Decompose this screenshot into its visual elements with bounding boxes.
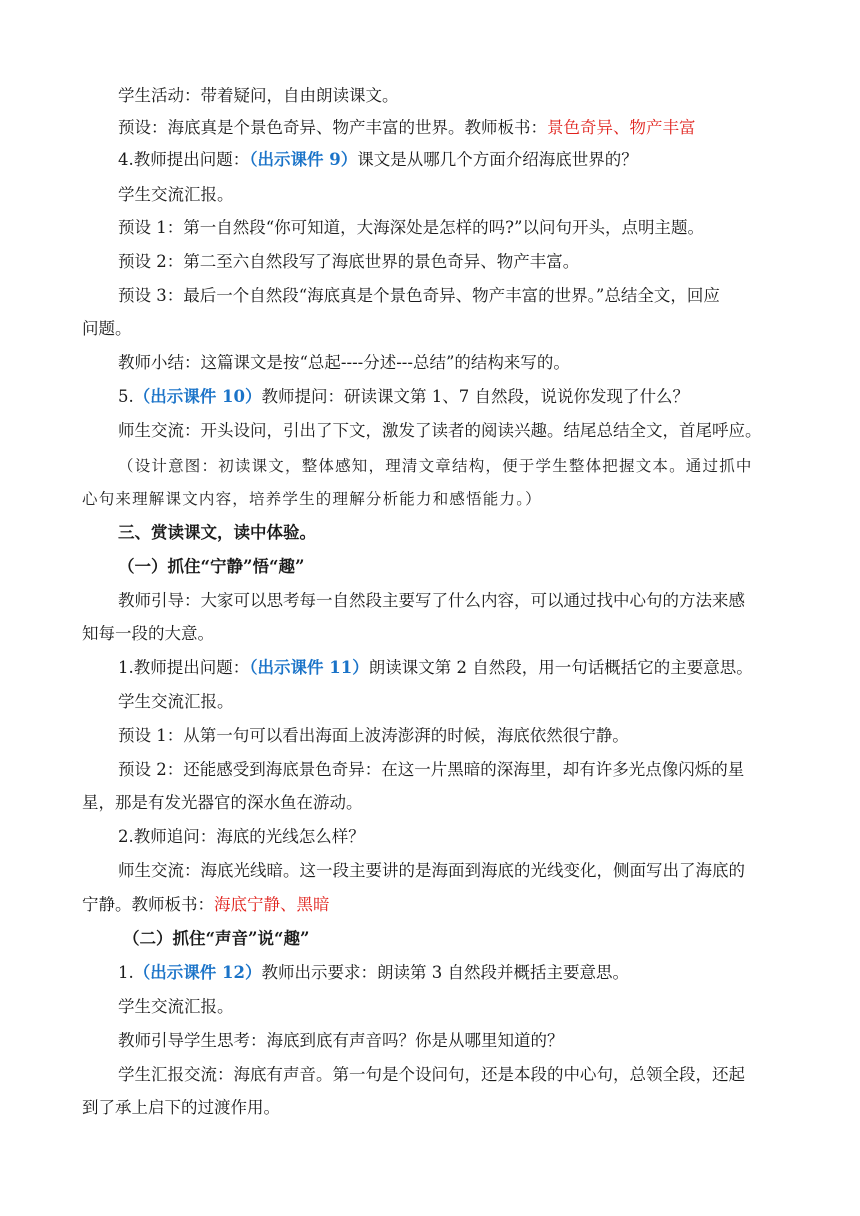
board-writing: 海底宁静、黑暗 [214, 895, 330, 914]
text-run: 教师出示要求：朗读第 3 自然段并概括主要意思。 [261, 963, 629, 982]
paragraph-line [82, 622, 788, 646]
paragraph-line [118, 724, 824, 748]
text-run: 预设 2：第二至六自然段写了海底世界的景色奇异、物产丰富。 [118, 252, 580, 271]
paragraph-line [118, 656, 824, 680]
text-run: 教师小结：这篇课文是按“总起----分述---总结”的结构来写的。 [118, 353, 570, 372]
paragraph-line [118, 250, 824, 274]
paragraph-line [118, 183, 824, 207]
text-run: 心句来理解课文内容，培养学生的理解分析能力和感悟能力。） [82, 490, 542, 508]
paragraph-line [82, 317, 788, 341]
text-run: 三、赏读课文，读中体验。 [118, 523, 316, 542]
text-run: 学生交流汇报。 [118, 692, 234, 711]
paragraph-line [118, 589, 824, 613]
text-run: 1.教师提出问题： [118, 658, 250, 677]
paragraph-line [118, 690, 824, 714]
design-intent-line [82, 487, 788, 511]
paragraph-line [118, 961, 824, 985]
paragraph-line [118, 758, 824, 782]
paragraph-line [118, 148, 824, 172]
text-run: 朗读课文第 2 自然段，用一句话概括它的主要意思。 [368, 658, 753, 677]
text-run: 教师引导：大家可以思考每一自然段主要写了什么内容，可以通过找中心句的方法来感 [118, 591, 745, 610]
text-run: 学生交流汇报。 [118, 997, 234, 1016]
text-run: 2.教师追问：海底的光线怎么样？ [118, 827, 365, 846]
text-run: 知每一段的大意。 [82, 624, 214, 643]
text-run: 4.教师提出问题： [118, 150, 250, 169]
paragraph-line [118, 419, 824, 443]
text-run: 预设 2：还能感受到海底景色奇异：在这一片黑暗的深海里，却有许多光点像闪烁的星 [118, 760, 745, 779]
courseware-tag: （出示课件 9） [249, 150, 358, 169]
text-run: 预设 1：从第一句可以看出海面上波涛澎湃的时候，海底依然很宁静。 [118, 726, 629, 745]
paragraph-line [118, 216, 824, 240]
text-run: 预设 1：第一自然段“你可知道，大海深处是怎样的吗?”以问句开头，点明主题。 [118, 218, 704, 237]
board-writing: 景色奇异、物产丰富 [547, 118, 696, 137]
text-run: 学生交流汇报。 [118, 185, 234, 204]
text-run: 师生交流：海底光线暗。这一段主要讲的是海面到海底的光线变化，侧面写出了海底的 [118, 861, 745, 880]
paragraph-line [82, 893, 788, 917]
text-run: 课文是从哪几个方面介绍海底世界的？ [357, 150, 638, 169]
text-run: 1. [118, 963, 134, 982]
text-run: 星，那是有发光器官的深水鱼在游动。 [82, 793, 363, 812]
text-run: （二）抓住“声音”说“趣” [123, 929, 310, 948]
paragraph-line [118, 825, 824, 849]
paragraph-line [118, 84, 824, 108]
text-run: （设计意图：初读课文，整体感知，理清文章结构，便于学生整体把握文本。通过抓中 [118, 457, 753, 475]
paragraph-line [118, 995, 824, 1019]
text-run: 5. [118, 387, 134, 406]
text-run: 教师提问：研读课文第 1、7 自然段，说说你发现了什么？ [261, 387, 689, 406]
paragraph-line [118, 284, 824, 308]
courseware-tag: （出示课件 11） [249, 658, 369, 677]
design-intent-line [118, 454, 824, 478]
paragraph-line [118, 859, 824, 883]
subsection-heading [123, 927, 829, 951]
text-run: 预设：海底真是个景色奇异、物产丰富的世界。教师板书： [118, 118, 547, 137]
text-run: 学生活动：带着疑问，自由朗读课文。 [118, 86, 399, 105]
subsection-heading [118, 555, 824, 579]
paragraph-line [118, 1063, 824, 1087]
section-heading [118, 521, 824, 545]
text-run: 宁静。教师板书： [82, 895, 214, 914]
paragraph-line [82, 791, 788, 815]
text-run: 教师引导学生思考：海底到底有声音吗？你是从哪里知道的？ [118, 1031, 564, 1050]
text-run: 师生交流：开头设问，引出了下文，激发了读者的阅读兴趣。结尾总结全文，首尾呼应。 [118, 421, 762, 440]
courseware-tag: （出示课件 10） [133, 387, 262, 406]
paragraph-line [118, 1029, 824, 1053]
paragraph-line [82, 1096, 788, 1120]
text-run: （一）抓住“宁静”悟“趣” [118, 557, 305, 576]
courseware-tag: （出示课件 12） [133, 963, 262, 982]
paragraph-line [118, 351, 824, 375]
paragraph-line [118, 116, 824, 140]
text-run: 到了承上启下的过渡作用。 [82, 1098, 280, 1117]
text-run: 学生汇报交流：海底有声音。第一句是个设问句，还是本段的中心句，总领全段，还起 [118, 1065, 745, 1084]
text-run: 问题。 [82, 319, 132, 338]
text-run: 预设 3：最后一个自然段“海底真是个景色奇异、物产丰富的世界。”总结全文，回应 [118, 286, 720, 305]
paragraph-line [118, 385, 824, 409]
